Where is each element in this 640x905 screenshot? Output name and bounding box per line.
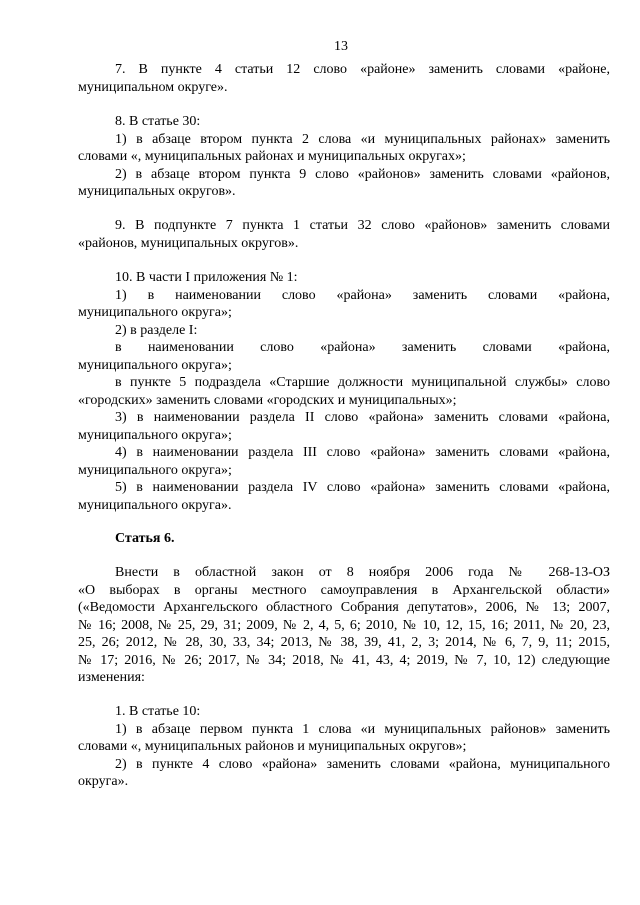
text-line: изменения: xyxy=(78,670,145,685)
page-number: 13 xyxy=(334,39,348,54)
text-line: словами «, муниципальных районов и муниципальных округов»; xyxy=(78,739,467,754)
text-line: Статья 6. xyxy=(115,531,175,546)
text-line: 4) в наименовании раздела III слово «района» заменить словами «района, xyxy=(115,445,610,460)
text-line: в наименовании слово «района» заменить словами «района, xyxy=(115,340,610,355)
text-line: 5) в наименовании раздела IV слово «района» заменить словами «района, xyxy=(115,480,610,495)
text-line: Внести в областной закон от 8 ноября 2006 года № 268-13-ОЗ xyxy=(115,565,610,580)
text-line: муниципального округа»; xyxy=(78,305,232,320)
text-line: «городских» заменить словами «городских и муниципальных»; xyxy=(78,392,457,408)
text-line: № 17; 2016, № 26; 2017, № 34; 2018, № 41, 43, 4; 2019, № 7, 10, 12) следующие xyxy=(78,652,610,668)
text-line: муниципального округа»; xyxy=(78,462,232,478)
item-8 xyxy=(78,113,610,201)
text-line: 3) в наименовании раздела II слово «района» заменить словами «района, xyxy=(115,410,610,425)
text-line: муниципальном округе». xyxy=(78,79,228,95)
text-line: «районов, муниципальных округов». xyxy=(78,235,299,251)
text-line: 2) в абзаце втором пункта 9 слово «районов» заменить словами «районов, xyxy=(115,166,610,182)
article-6-intro xyxy=(78,564,610,687)
article-6-item-1 xyxy=(78,703,610,791)
text-line: 8. В статье 30: xyxy=(115,114,201,129)
text-line: в пункте 5 подраздела «Старшие должности муниципальной службы» слово xyxy=(115,375,610,390)
item-9 xyxy=(78,217,610,252)
text-line: 1) в наименовании слово «района» заменить словами «района, xyxy=(115,287,610,303)
text-line: округа». xyxy=(78,774,129,789)
text-line: 1. В статье 10: xyxy=(115,704,201,719)
item-10 xyxy=(78,269,610,514)
text-line: 1) в абзаце втором пункта 2 слова «и муниципальных районах» заменить xyxy=(115,131,610,147)
text-line: муниципального округа»; xyxy=(78,427,232,443)
text-line: муниципального округа». xyxy=(78,497,232,513)
text-line: 2) в разделе I: xyxy=(115,322,198,338)
text-line: 25, 26; 2012, № 28, 30, 33, 34; 2013, № 38, 39, 41, 2, 3; 2014, № 6, 7, 9, 11; 2015, xyxy=(78,635,610,650)
text-line: № 16; 2008, № 25, 29, 31; 2009, № 2, 4, 5, 6; 2010, № 10, 12, 15, 16; 2011, № 20, 23, xyxy=(78,617,610,633)
text-line: 1) в абзаце первом пункта 1 слова «и муниципальных районов» заменить xyxy=(115,721,610,737)
text-line: 7. В пункте 4 статьи 12 слово «районе» заменить словами «районе, xyxy=(115,62,610,77)
text-line: муниципальных округов». xyxy=(78,184,236,199)
text-line: 10. В части I приложения № 1: xyxy=(115,270,298,285)
text-line: 9. В подпункте 7 пункта 1 статьи 32 слово «районов» заменить словами xyxy=(115,218,610,233)
text-line: муниципального округа»; xyxy=(78,357,232,373)
text-line: словами «, муниципальных районах и муниципальных округах»; xyxy=(78,149,466,164)
article-6-heading xyxy=(78,530,610,548)
text-line: «О выборах в органы местного самоуправления в Архангельской области» xyxy=(78,582,610,598)
item-7 xyxy=(78,61,610,96)
text-line: 2) в пункте 4 слово «района» заменить словами «района, муниципального xyxy=(115,756,610,772)
text-line: («Ведомости Архангельского областного Собрания депутатов», 2006, № 13; 2007, xyxy=(78,600,610,615)
